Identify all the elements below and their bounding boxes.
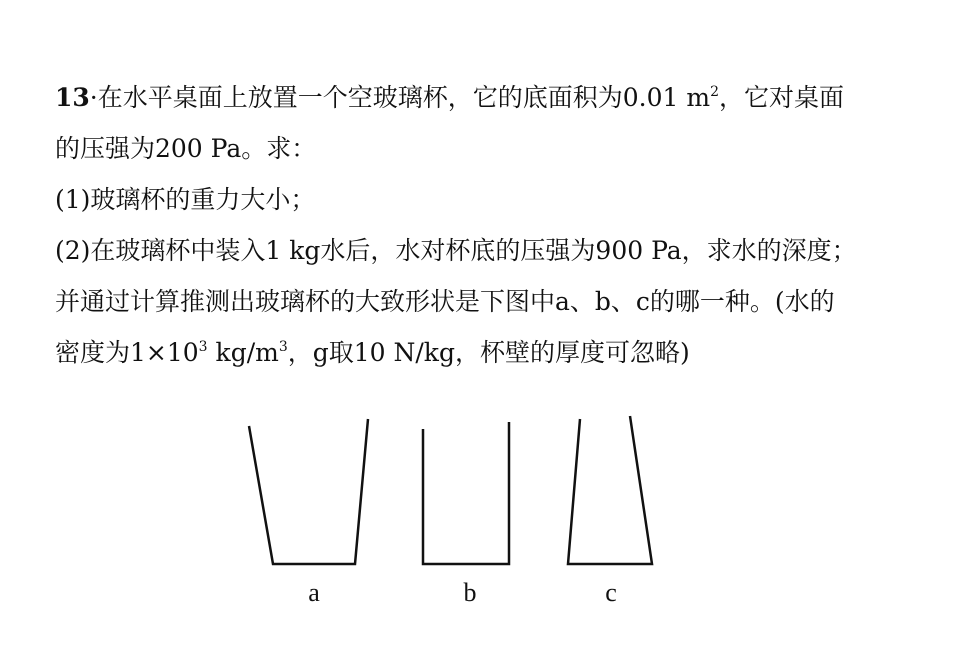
problem-line-1-end: ，它对桌面 <box>718 83 844 112</box>
problem-line-4: (2)在玻璃杯中装入1 kg水后，水对杯底的压强为900 Pa，求水的深度； <box>55 236 857 265</box>
problem-line-6-b: kg/m <box>207 338 279 367</box>
problem-line-2: 的压强为200 Pa。求： <box>55 134 317 163</box>
problem-line-1-text: ·在水平桌面上放置一个空玻璃杯，它的底面积为0.01 m <box>89 83 711 112</box>
cups-diagram <box>0 410 979 580</box>
problem-text <box>55 72 965 378</box>
problem-line-3: (1)玻璃杯的重力大小； <box>55 185 316 214</box>
cups-figure <box>0 410 979 630</box>
cup-c-label: c <box>605 578 617 607</box>
question-number: 13 <box>55 83 90 112</box>
superscript-2: 2 <box>710 84 719 100</box>
cup-b-outline <box>423 422 509 564</box>
problem-line-1 <box>55 72 965 123</box>
cup-b-label: b <box>463 578 477 607</box>
cup-a-outline <box>249 419 368 564</box>
problem-line-5: 并通过计算推测出玻璃杯的大致形状是下图中a、b、c的哪一种。(水的 <box>55 287 835 316</box>
superscript-3-b: 3 <box>278 339 288 355</box>
problem-line-6-c: ，g取10 N/kg，杯壁的厚度可忽略) <box>287 338 690 367</box>
cup-a-label: a <box>308 578 320 607</box>
cup-c-outline <box>568 416 652 564</box>
problem-line-6 <box>55 327 965 378</box>
superscript-3-a: 3 <box>198 339 208 355</box>
problem-line-6-a: 密度为1×10 <box>55 338 199 367</box>
